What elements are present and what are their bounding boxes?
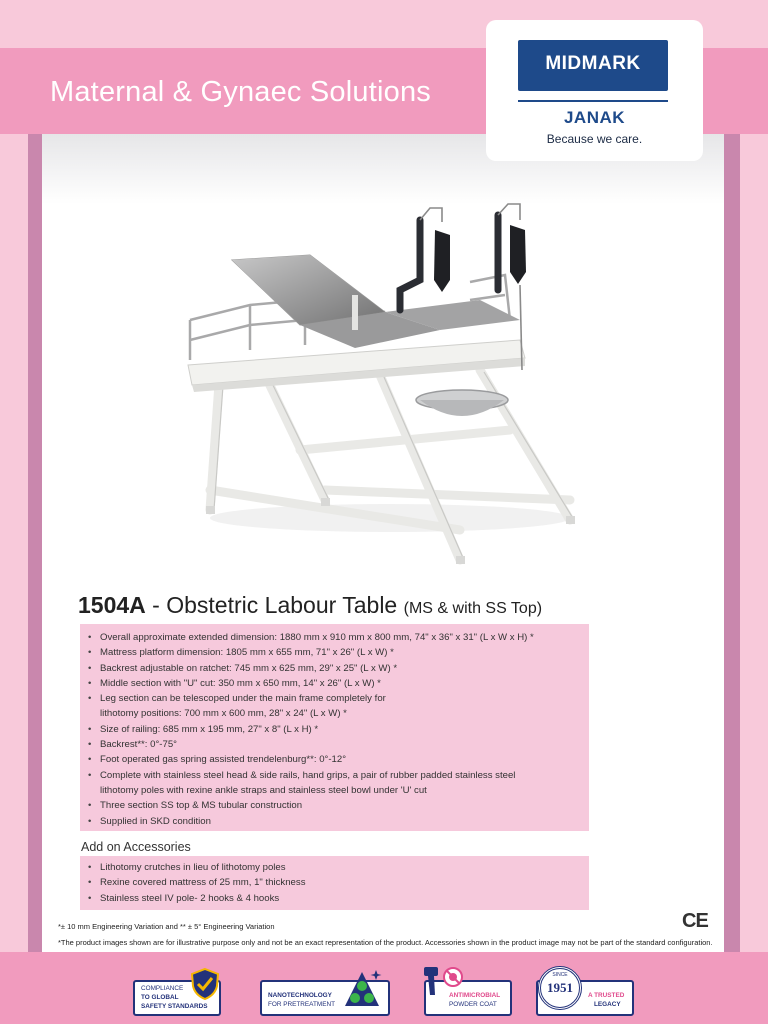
specifications-list bbox=[80, 624, 589, 829]
badge-text: NANOTECHNOLOGY bbox=[268, 992, 332, 999]
spec-item: • Size of railing: 685 mm x 195 mm, 27" x 8" (L x H) * bbox=[88, 722, 589, 737]
disclaimer-note: *The product images shown are for illustrative purpose only and not be an exact representation of the product. Accessories shown in the product image may not be part of the standard configuration. bbox=[58, 938, 713, 947]
product-title bbox=[78, 592, 542, 619]
spray-gun-icon bbox=[420, 963, 464, 1001]
badge-text: SAFETY STANDARDS bbox=[141, 1003, 208, 1010]
spec-item: • Supplied in SKD condition bbox=[88, 814, 589, 829]
badge-text: LEGACY bbox=[594, 1001, 621, 1008]
badge-text: FOR PRETREATMENT bbox=[268, 1001, 335, 1008]
title-separator: - bbox=[145, 592, 167, 618]
badge-text: ANTIMICROBIAL bbox=[449, 992, 501, 999]
accessories-heading: Add on Accessories bbox=[81, 840, 191, 854]
product-code: 1504A bbox=[78, 592, 146, 618]
spec-item: • Mattress platform dimension: 1805 mm x 655 mm, 71" x 26" (L x W) * bbox=[88, 645, 589, 660]
badge-text: A TRUSTED bbox=[588, 992, 625, 999]
spec-item: • Middle section with "U" cut: 350 mm x 650 mm, 14" x 26" (L x W) * bbox=[88, 676, 589, 691]
spec-item: • Foot operated gas spring assisted trendelenburg**: 0°-12° bbox=[88, 752, 589, 767]
accessories-box bbox=[80, 856, 589, 910]
seal-year: 1951 bbox=[547, 980, 573, 995]
since-1951-seal bbox=[538, 966, 582, 1010]
accessory-item: • Lithotomy crutches in lieu of lithotomy poles bbox=[88, 860, 589, 875]
header-title: Maternal & Gynaec Solutions bbox=[50, 76, 431, 108]
spec-item: • Backrest**: 0°-75° bbox=[88, 737, 589, 752]
spec-item: • Leg section can be telescoped under the main frame completely for bbox=[88, 691, 589, 706]
variation-note: *± 10 mm Engineering Variation and ** ± 5° Engineering Variation bbox=[58, 922, 275, 931]
spec-item: • Backrest adjustable on ratchet: 745 mm x 625 mm, 29" x 25" (L x W) * bbox=[88, 661, 589, 676]
spec-item: • Overall approximate extended dimension: 1880 mm x 910 mm x 800 mm, 74" x 36" x 31" (L x W x H) * bbox=[88, 630, 589, 645]
right-side-bar bbox=[724, 134, 740, 952]
seal-since: SINCE bbox=[552, 972, 568, 978]
accessories-list bbox=[80, 856, 589, 906]
spec-item: • Complete with stainless steel head & side rails, hand grips, a pair of rubber padded stainless steel bbox=[88, 768, 589, 783]
logo-card bbox=[486, 20, 703, 161]
specifications-box bbox=[80, 624, 589, 831]
logo-tagline: Because we care. bbox=[546, 132, 643, 146]
midmark-wordmark: MIDMARK bbox=[545, 53, 641, 74]
product-image bbox=[180, 200, 580, 580]
badge-text: TO GLOBAL bbox=[141, 994, 179, 1001]
accessory-item: • Stainless steel IV pole- 2 hooks & 4 hooks bbox=[88, 891, 589, 906]
product-name: Obstetric Labour Table bbox=[166, 592, 398, 618]
ce-mark: CE bbox=[682, 910, 708, 932]
janak-wordmark: JANAK bbox=[563, 108, 626, 127]
molecule-icon bbox=[342, 968, 382, 1010]
shield-check-icon bbox=[187, 966, 223, 1002]
spec-item-continued: lithotomy poles with rexine ankle straps and stainless steel bowl under 'U' cut bbox=[100, 784, 427, 796]
product-variant: (MS & with SS Top) bbox=[403, 600, 543, 617]
left-side-bar bbox=[28, 134, 42, 952]
midmark-logo bbox=[518, 40, 668, 91]
badge-text: POWDER COAT bbox=[449, 1001, 497, 1008]
logo-divider bbox=[518, 100, 668, 102]
accessory-item: • Rexine covered mattress of 25 mm, 1" thickness bbox=[88, 875, 589, 890]
spec-item-continued: lithotomy positions: 700 mm x 600 mm, 28" x 24" (L x W) * bbox=[100, 708, 347, 720]
spec-item: • Three section SS top & MS tubular construction bbox=[88, 798, 589, 813]
badge-text: COMPLIANCE bbox=[141, 985, 184, 992]
